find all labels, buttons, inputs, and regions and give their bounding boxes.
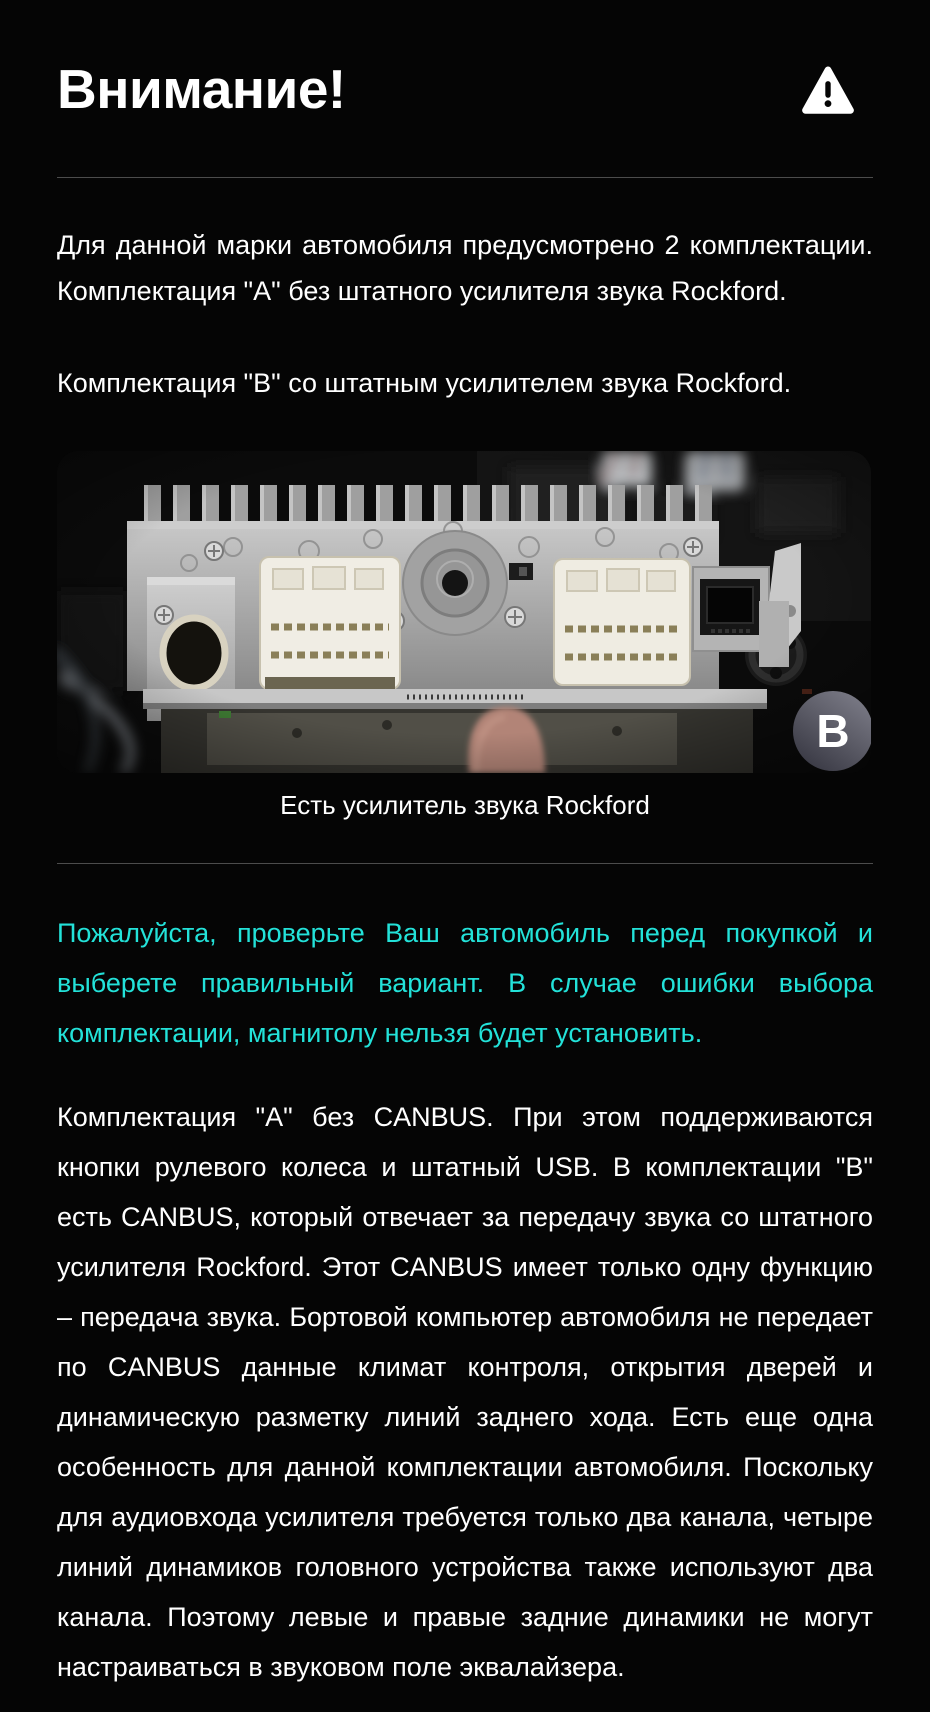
photo-caption: Есть усилитель звука Rockford: [280, 790, 650, 820]
variant-b-badge: [793, 691, 871, 771]
head-unit-rear-photo-graphic: [57, 451, 871, 773]
details-paragraph: Комплектация "A" без CANBUS. При этом поддерживаются кнопки рулевого колеса и штатный USB. В комплектации "B" есть CANBUS, который отвечает за передачу звука со штатного усилителя Rockford. Этот CANBUS имеет только одну функцию – передача звука. Бортовой компьютер автомобиля не передает по CANBUS данные климат контроля, открытия дверей и динамическую разметку линий заднего хода. Есть еще одна особенность для данной комплектации автомобиля. Поскольку для аудиовхода усилителя требуется только два канала, четыре линий динамиков головного устройства также используют два канала. Поэтому левые и правые задние динамики не могут настраиваться в звуковом поле эквалайзера.: [57, 1102, 873, 1682]
intro-paragraph-a: Для данной марки автомобиля предусмотрено 2 комплектации. Комплектация "A" без штатного усилителя звука Rockford.: [57, 230, 873, 306]
head-unit-photo-figure: [57, 451, 873, 821]
intro-paragraph-b: Комплектация "B" со штатным усилителем звука Rockford.: [57, 368, 792, 398]
header: [57, 58, 873, 122]
head-unit-rear-photo: [57, 451, 871, 773]
warning-paragraph: Пожалуйста, проверьте Ваш автомобиль перед покупкой и выберете правильный вариант. В случае ошибки выбора комплектации, магнитолу нельзя будет установить.: [57, 918, 873, 1048]
divider-middle: [57, 863, 873, 864]
warning-triangle-icon: [801, 64, 855, 118]
page-title: Внимание!: [57, 58, 346, 120]
divider-top: [57, 177, 873, 178]
variant-b-badge-label: B: [816, 705, 850, 757]
